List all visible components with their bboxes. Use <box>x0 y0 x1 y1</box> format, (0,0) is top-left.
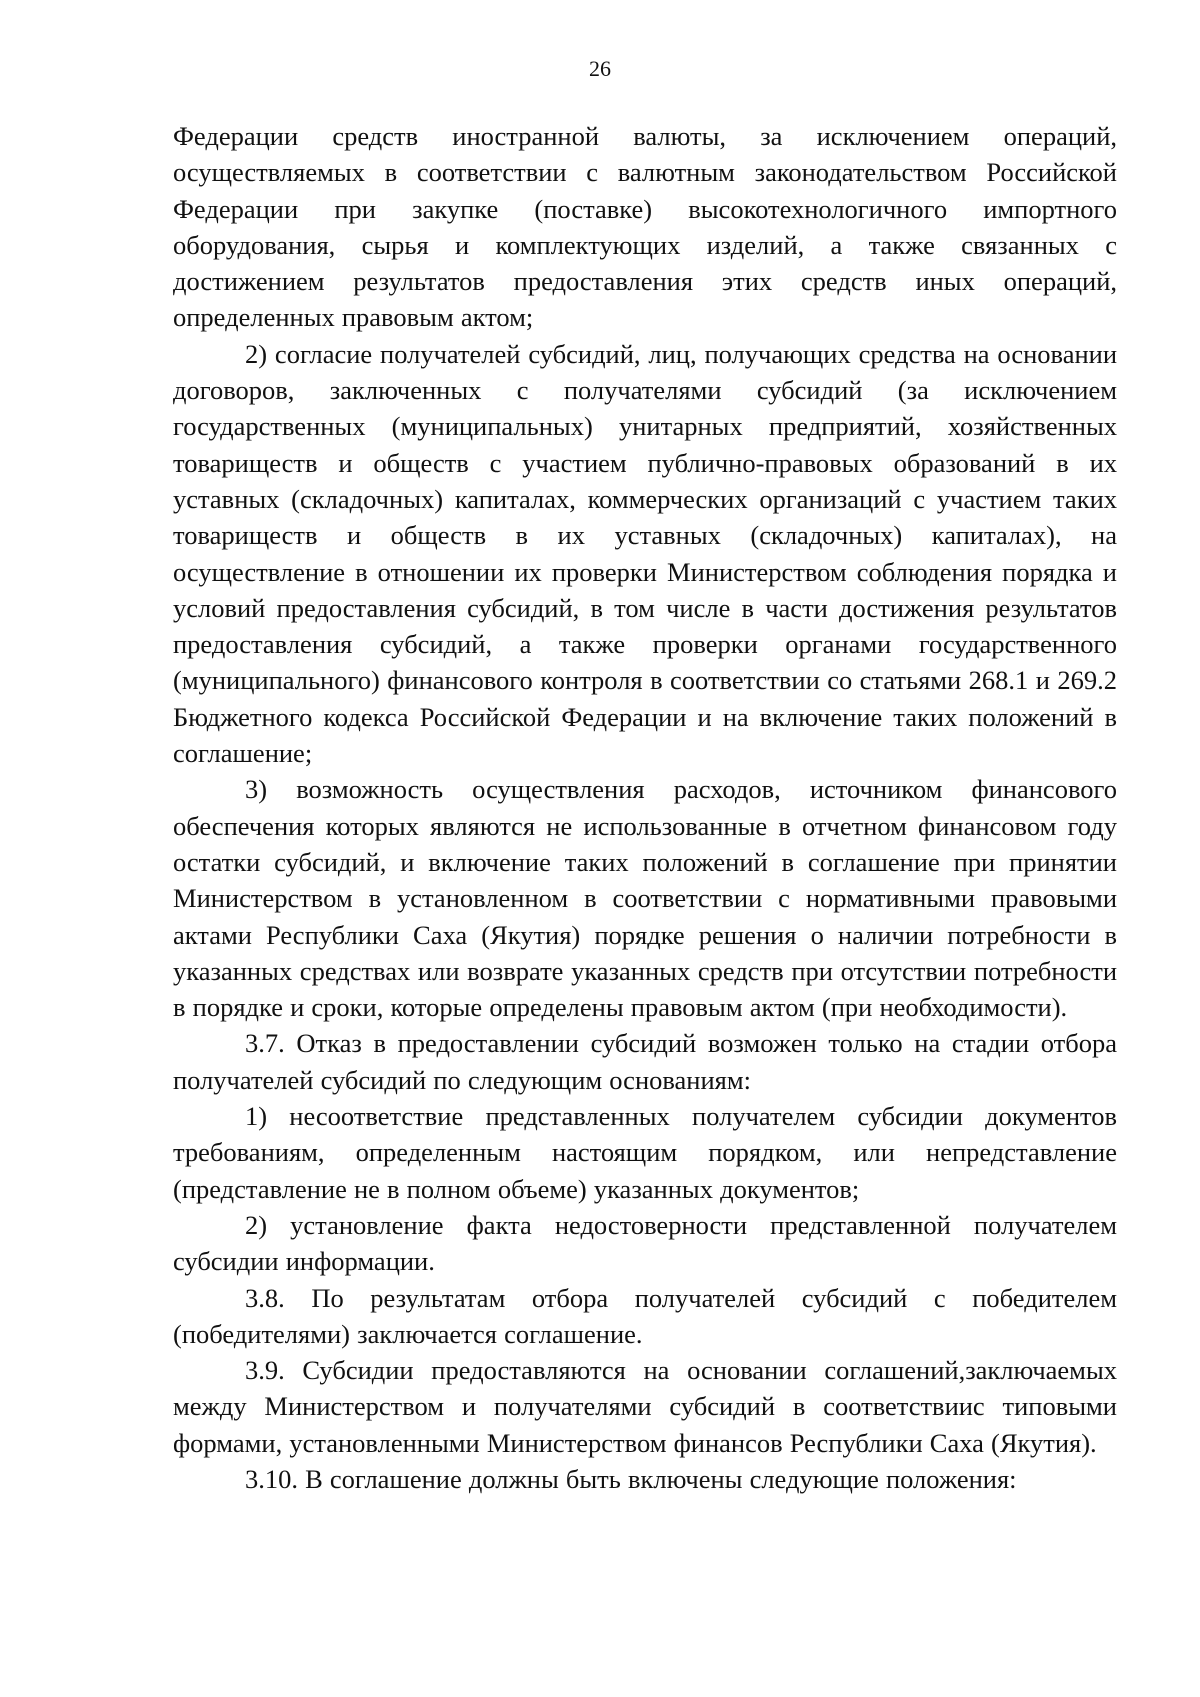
paragraph-refusal-item-2: 2) установление факта недостоверности представленной получателем субсидии информации. <box>173 1209 1117 1277</box>
paragraph-3-9-subsidies: 3.9. Субсидии предоставляются на основании соглашений,заключаемых между Министерством и получателями субсидий в соответствиис типовыми формами, установленными Министерством финансов Республики Саха (Якутия). <box>173 1355 1117 1458</box>
paragraph-item-2-consent: 2) согласие получателей субсидий, лиц, получающих средства на основании договоров, заключенных с получателями субсидий (за исключением государственных (муниципальных) унитарных предприятий, хозяйственных товариществ и обществ с участием публично-правовых образований в их уставных (складочных) капиталах, коммерческих организаций с участием таких товариществ и обществ в их уставных (складочных) капиталах), на осуществление в отношении их проверки Министерством соблюдения порядка и условий предоставления субсидий, в том числе в части достижения результатов предоставления субсидий, а также проверки органами государственного (муниципального) финансового контроля в соответствии со статьями 268.1 и 269.2 Бюджетного кодекса Российской Федерации и на включение таких положений в соглашение; <box>173 338 1117 769</box>
page-number: 26 <box>589 56 611 81</box>
paragraph-3-7-refusal: 3.7. Отказ в предоставлении субсидий возможен только на стадии отбора получателей субсидий по следующим основаниям: <box>173 1028 1117 1095</box>
paragraph-refusal-item-1: 1) несоответствие представленных получателем субсидии документов требованиям, определенным настоящим порядком, или непредставление (представление не в полном объеме) указанных документов; <box>173 1101 1117 1204</box>
paragraph-3-8-agreement: 3.8. По результатам отбора получателей субсидий с победителем (победителями) заключается соглашение. <box>173 1282 1117 1349</box>
document-body <box>173 118 1117 1497</box>
paragraph-item-3-expenses: 3) возможность осуществления расходов, источником финансового обеспечения которых являются не использованные в отчетном финансовом году остатки субсидий, и включение таких положений в соглашение при принятии Министерством в установленном в соответствии с нормативными правовыми актами Республики Саха (Якутия) порядке решения о наличии потребности в указанных средствах или возврате указанных средств при отсутствии потребности в порядке и сроки, которые определены правовым актом (при необходимости). <box>173 774 1117 1023</box>
paragraph-3-10-provisions: 3.10. В соглашение должны быть включены следующие положения: <box>245 1463 1017 1494</box>
paragraph-continuation: Федерации средств иностранной валюты, за исключением операций, осуществляемых в соответствии с валютным законодательством Российской Федерации при закупке (поставке) высокотехнологичного импортного оборудования, сырья и комплектующих изделий, а также связанных с достижением результатов предоставления этих средств иных операций, определенных правовым актом; <box>173 121 1117 333</box>
